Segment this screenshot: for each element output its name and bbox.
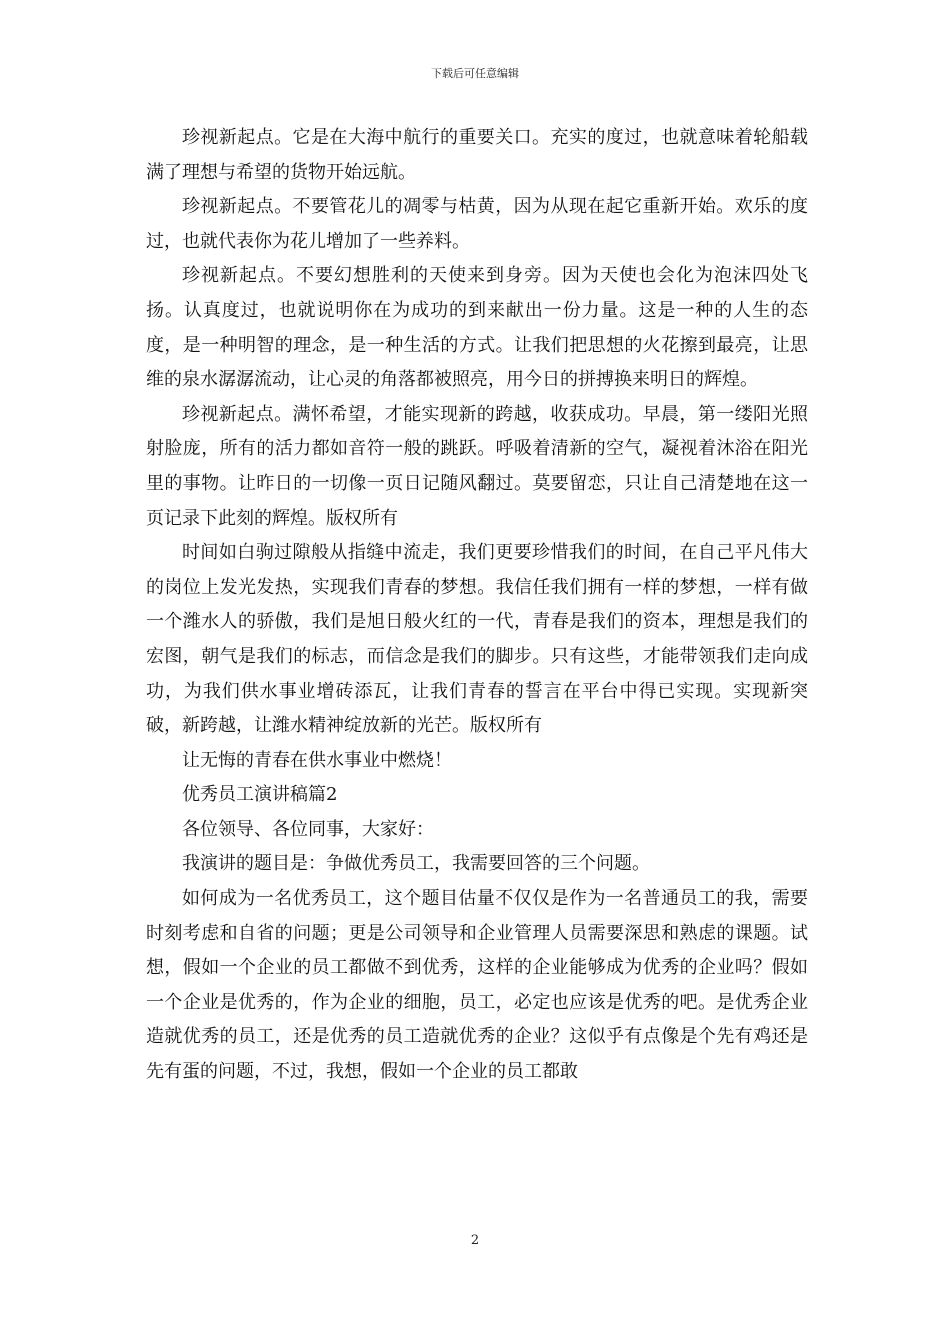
body-text <box>146 121 808 1090</box>
page-header: 下载后可任意编辑 <box>431 67 519 80</box>
paragraph: 珍视新起点。满怀希望，才能实现新的跨越，收获成功。早晨，第一缕阳光照射脸庞，所有的活力都如音符一般的跳跃。呼吸着清新的空气，凝视着沐浴在阳光里的事物。让昨日的一切像一页日记随风翻过。莫要留恋，只让自己清楚地在这一页记录下此刻的辉煌。版权所有 <box>146 403 808 529</box>
paragraph: 如何成为一名优秀员工，这个题目估量不仅仅是作为一名普通员工的我，需要时刻考虑和自省的问题；更是公司领导和企业管理人员需要深思和熟虑的课题。试想，假如一个企业的员工都做不到优秀，这样的企业能够成为优秀的企业吗？假如一个企业是优秀的，作为企业的细胞，员工，必定也应该是优秀的吧。是优秀企业造就优秀的员工，还是优秀的员工造就优秀的企业？这似乎有点像是个先有鸡还是先有蛋的问题，不过，我想，假如一个企业的员工都敢 <box>146 888 808 1083</box>
section-heading: 优秀员工演讲稿篇2 <box>182 784 338 806</box>
paragraph: 珍视新起点。不要管花儿的凋零与枯黄，因为从现在起它重新开始。欢乐的度过，也就代表你为花儿增加了一些养料。 <box>146 196 808 252</box>
page-number: 2 <box>470 1233 480 1248</box>
paragraph: 珍视新起点。它是在大海中航行的重要关口。充实的度过，也就意味着轮船载满了理想与希望的货物开始远航。 <box>146 127 808 183</box>
paragraph: 珍视新起点。不要幻想胜利的天使来到身旁。因为天使也会化为泡沫四处飞扬。认真度过，也就说明你在为成功的到来献出一份力量。这是一种的人生的态度，是一种明智的理念，是一种生活的方式。让我们把思想的火花擦到最亮，让思维的泉水潺潺流动，让心灵的角落都被照亮，用今日的拼搏换来明日的辉煌。 <box>146 265 808 391</box>
paragraph: 我演讲的题目是：争做优秀员工，我需要回答的三个问题。 <box>182 853 650 875</box>
greeting: 各位领导、各位同事，大家好： <box>182 818 434 840</box>
paragraph: 时间如白驹过隙般从指缝中流走，我们更要珍惜我们的时间，在自己平凡伟大的岗位上发光发热，实现我们青春的梦想。我信任我们拥有一样的梦想，一样有做一个潍水人的骄傲，我们是旭日般火红的一代，青春是我们的资本，理想是我们的宏图，朝气是我们的标志，而信念是我们的脚步。只有这些，才能带领我们走向成功，为我们供水事业增砖添瓦，让我们青春的誓言在平台中得已实现。实现新突破，新跨越，让潍水精神绽放新的光芒。版权所有 <box>146 542 808 737</box>
paragraph: 让无悔的青春在供水事业中燃烧！ <box>182 749 452 771</box>
